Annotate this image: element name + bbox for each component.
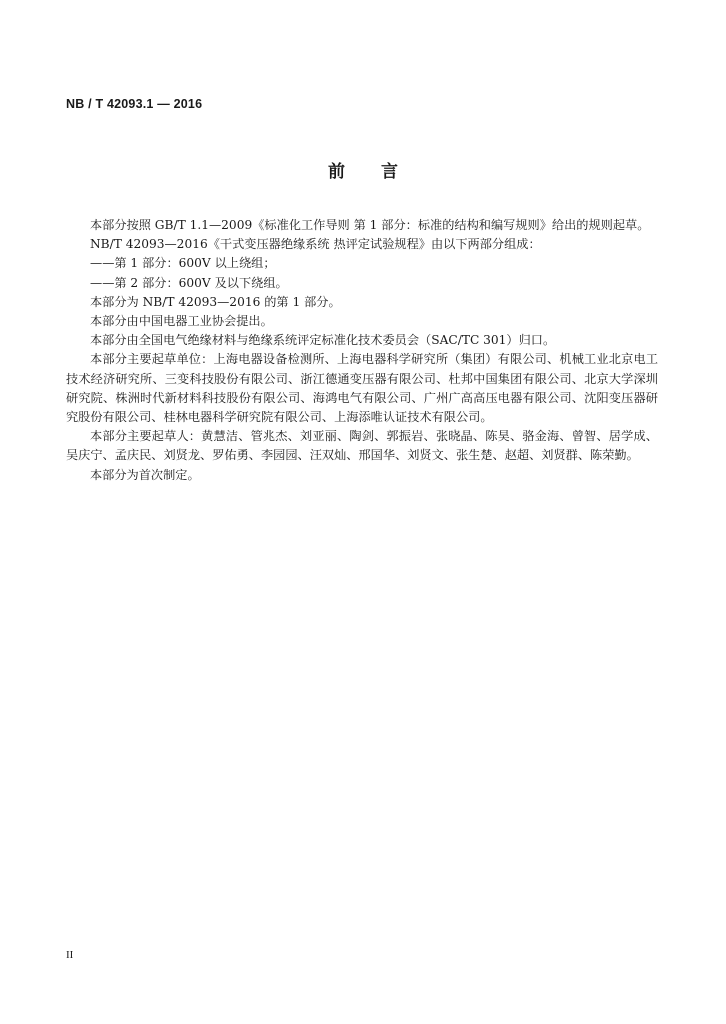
page-number: II [66,949,74,961]
paragraph-proposed-by: 本部分由中国电器工业协会提出。 [90,314,273,329]
paragraph-parts-intro: NB/T 42093—2016《干式变压器绝缘系统 热评定试验规程》由以下两部分组成： [90,237,541,252]
paragraph-centralized-by: 本部分由全国电气绝缘材料与绝缘系统评定标准化技术委员会（SAC/TC 301）归口。 [90,333,556,348]
standard-code: NB / T 42093.1 — 2016 [66,97,203,111]
paragraph-drafting-units: 本部分主要起草单位：上海电器设备检测所、上海电器科学研究所（集团）有限公司、机械工业北京电工技术经济研究所、三变科技股份有限公司、浙江德通变压器有限公司、杜邦中国集团有限公司、北京大学深圳研究院、株洲时代新材料科技股份有限公司、海鸿电气有限公司、广州广高高压电器有限公司、沈阳变压器研究股份有限公司、桂林电器科学研究院有限公司、上海添唯认证技术有限公司。 [66,352,658,425]
paragraph-drafting-rules: 本部分按照 GB/T 1.1—2009《标准化工作导则 第 1 部分：标准的结构和编写规则》给出的规则起草。 [90,218,650,232]
foreword-body [66,216,658,485]
paragraph-part-2: ——第 2 部分：600V 及以下绕组。 [90,275,288,290]
paragraph-this-part: 本部分为 NB/T 42093—2016 的第 1 部分。 [90,294,341,309]
paragraph-drafters: 本部分主要起草人：黄慧洁、管兆杰、刘亚丽、陶剑、郭振岩、张晓晶、陈昊、骆金海、曾智、居学成、吴庆宁、孟庆民、刘贤龙、罗佑勇、李园园、汪双灿、邢国华、刘贤文、张生楚、赵超、刘贤群、陈荣勤。 [66,429,658,463]
page-title: 前言 [328,162,434,182]
paragraph-first-edition: 本部分为首次制定。 [90,467,200,482]
paragraph-part-1: ——第 1 部分：600V 以上绕组； [90,256,276,271]
